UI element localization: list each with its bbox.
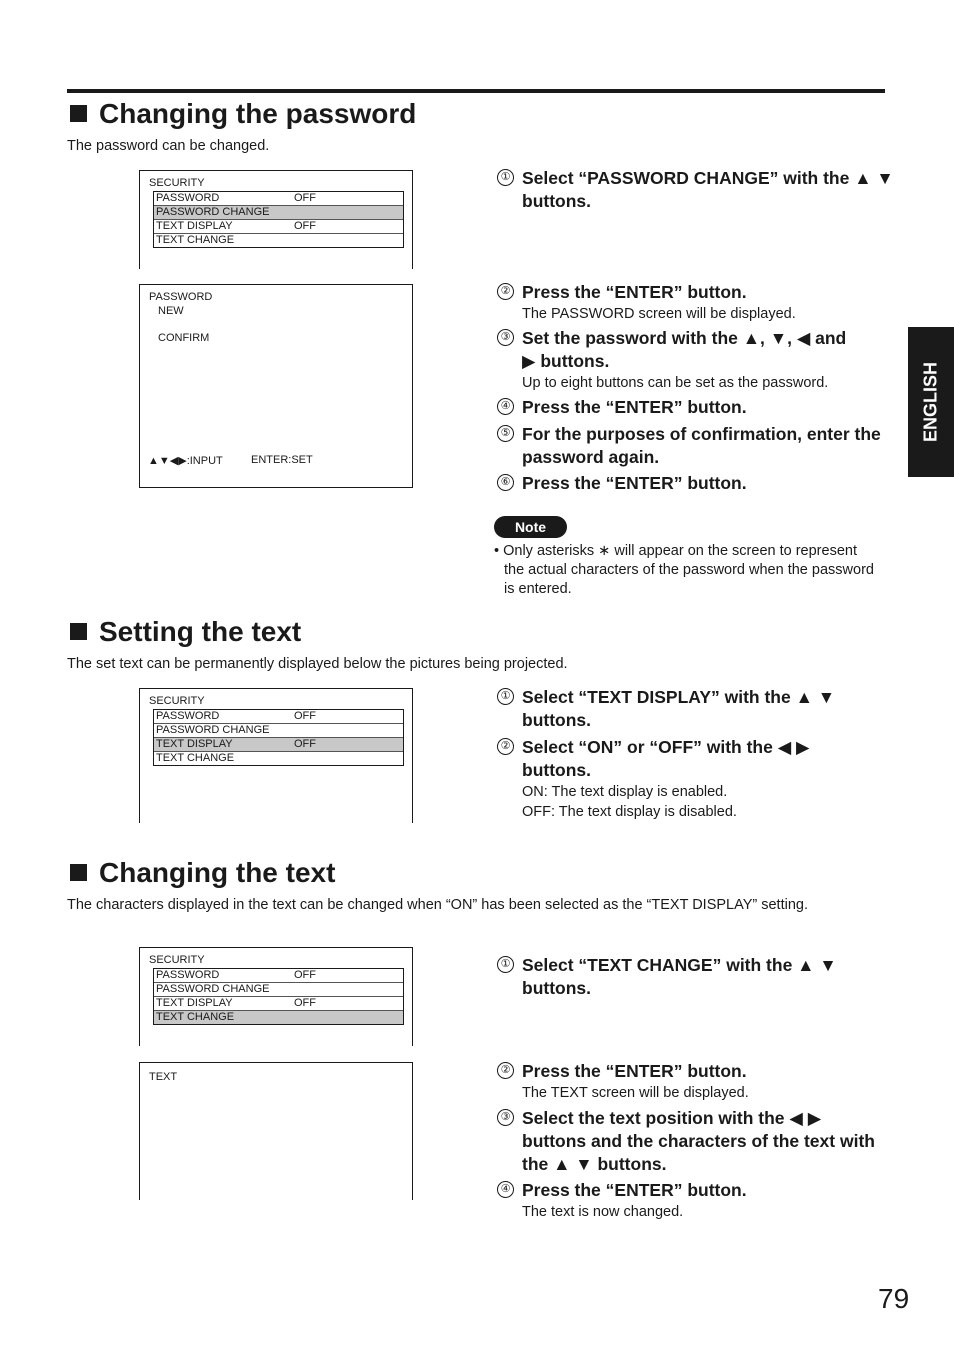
step-3: [497, 1107, 897, 1176]
input-hint: ▲▼◀▶:INPUT: [148, 455, 223, 467]
text-screen: [139, 1062, 413, 1200]
section-intro: The characters displayed in the text can be changed when “ON” has been selected as the “TEXT DISPLAY” setting.: [67, 897, 808, 913]
page-number: 79: [878, 1283, 910, 1314]
language-tab: [908, 327, 954, 477]
menu-label: TEXT CHANGE: [156, 234, 235, 246]
step-text: Select “ON” or “OFF” with the ◀ ▶ buttons.: [522, 737, 810, 780]
menu-label: PASSWORD CHANGE: [156, 206, 270, 218]
step-number: ④: [497, 398, 514, 415]
menu-row-text-change: [154, 752, 403, 765]
step-subtext: The TEXT screen will be displayed.: [522, 1085, 749, 1101]
menu-row-password-change: [154, 206, 403, 220]
menu-label: TEXT DISPLAY: [156, 738, 233, 750]
menu-row-password-change: [154, 983, 403, 997]
screen-title: TEXT: [149, 1071, 178, 1083]
step-subtext: OFF: The text display is disabled.: [522, 804, 737, 820]
section-heading-setting-text: [67, 616, 301, 648]
step-subtext: ON: The text display is enabled.: [522, 784, 728, 800]
step-number: ②: [497, 738, 514, 755]
menu-row-text-change: [154, 1011, 403, 1024]
menu-value: OFF: [294, 969, 316, 981]
security-menu-screen: [139, 947, 413, 1046]
menu-row-password-change: [154, 724, 403, 738]
step-text: Select “TEXT CHANGE” with the ▲ ▼ buttons.: [522, 955, 837, 998]
section-title: Changing the password: [99, 98, 417, 129]
step-text: Press the “ENTER” button.: [522, 282, 747, 302]
language-tab-label: ENGLISH: [920, 361, 941, 443]
menu-row-password: [154, 192, 403, 206]
step-3: [497, 327, 897, 393]
menu-row-text-display: [154, 997, 403, 1011]
menu-label: PASSWORD: [156, 192, 220, 204]
security-menu: [153, 709, 404, 766]
section-heading-changing-text: [67, 857, 335, 889]
step-text: Press the “ENTER” button.: [522, 1180, 747, 1200]
step-text: Set the password with the ▲, ▼, ◀ and ▶ buttons.: [522, 328, 847, 371]
step-1: [497, 954, 897, 1000]
square-bullet-icon: [70, 864, 87, 881]
menu-value: OFF: [294, 710, 316, 722]
menu-value: OFF: [294, 192, 316, 204]
square-bullet-icon: [70, 623, 87, 640]
menu-row-password: [154, 969, 403, 983]
step-text: Press the “ENTER” button.: [522, 1061, 747, 1081]
screen-title: PASSWORD: [149, 291, 213, 303]
menu-label: TEXT CHANGE: [156, 1011, 235, 1023]
menu-label: PASSWORD: [156, 710, 220, 722]
step-text: Select the text position with the ◀ ▶ buttons and the characters of the text with the ▲ ▼ buttons.: [522, 1108, 875, 1174]
menu-row-text-change: [154, 234, 403, 247]
step-text: For the purposes of confirmation, enter the password again.: [522, 424, 881, 467]
menu-label: TEXT CHANGE: [156, 752, 235, 764]
step-number: ②: [497, 1062, 514, 1079]
step-number: ①: [497, 169, 514, 186]
note-text: • Only asterisks ∗ will appear on the screen to represent the actual characters of the password when the password is entered.: [494, 543, 874, 597]
menu-value: OFF: [294, 738, 316, 750]
step-5: [497, 423, 897, 469]
section-title: Changing the text: [99, 857, 336, 888]
menu-row-text-display: [154, 738, 403, 752]
menu-label: PASSWORD: [156, 969, 220, 981]
confirm-label: CONFIRM: [158, 332, 210, 344]
section-intro: The set text can be permanently displayed below the pictures being projected.: [67, 656, 568, 672]
menu-label: PASSWORD CHANGE: [156, 983, 270, 995]
menu-label: PASSWORD CHANGE: [156, 724, 270, 736]
note-badge: Note: [494, 516, 567, 538]
security-menu: [153, 968, 404, 1025]
step-number: ①: [497, 956, 514, 973]
screen-title: SECURITY: [149, 695, 205, 707]
menu-row-password: [154, 710, 403, 724]
new-label: NEW: [158, 305, 184, 317]
step-text: Press the “ENTER” button.: [522, 397, 747, 417]
step-2: [497, 1060, 897, 1103]
menu-value: OFF: [294, 220, 316, 232]
security-menu: [153, 191, 404, 248]
step-number: ⑥: [497, 474, 514, 491]
step-number: ④: [497, 1181, 514, 1198]
step-1: [497, 167, 897, 213]
step-1: [497, 686, 897, 732]
section-title: Setting the text: [99, 616, 302, 647]
step-subtext: Up to eight buttons can be set as the password.: [522, 375, 829, 391]
step-6: [497, 472, 897, 495]
step-text: Select “PASSWORD CHANGE” with the ▲ ▼ buttons.: [522, 168, 894, 211]
step-number: ③: [497, 1109, 514, 1126]
step-subtext: The text is now changed.: [522, 1204, 684, 1220]
step-2: [497, 281, 897, 324]
step-number: ②: [497, 283, 514, 300]
screen-title: SECURITY: [149, 177, 205, 189]
top-rule: [67, 89, 885, 93]
password-screen: [139, 284, 413, 488]
step-text: Select “TEXT DISPLAY” with the ▲ ▼ buttons.: [522, 687, 836, 730]
square-bullet-icon: [70, 105, 87, 122]
step-2: [497, 736, 897, 822]
menu-value: OFF: [294, 997, 316, 1009]
section-intro: The password can be changed.: [67, 138, 270, 154]
section-heading-password: [67, 98, 416, 130]
security-menu-screen: [139, 170, 413, 269]
step-4: [497, 1179, 897, 1222]
menu-label: TEXT DISPLAY: [156, 997, 233, 1009]
security-menu-screen: [139, 688, 413, 823]
screen-title: SECURITY: [149, 954, 205, 966]
step-text: Press the “ENTER” button.: [522, 473, 747, 493]
step-number: ③: [497, 329, 514, 346]
menu-row-text-display: [154, 220, 403, 234]
step-4: [497, 396, 897, 419]
step-number: ⑤: [497, 425, 514, 442]
enter-hint: ENTER:SET: [251, 454, 313, 466]
step-subtext: The PASSWORD screen will be displayed.: [522, 306, 796, 322]
menu-label: TEXT DISPLAY: [156, 220, 233, 232]
step-number: ①: [497, 688, 514, 705]
